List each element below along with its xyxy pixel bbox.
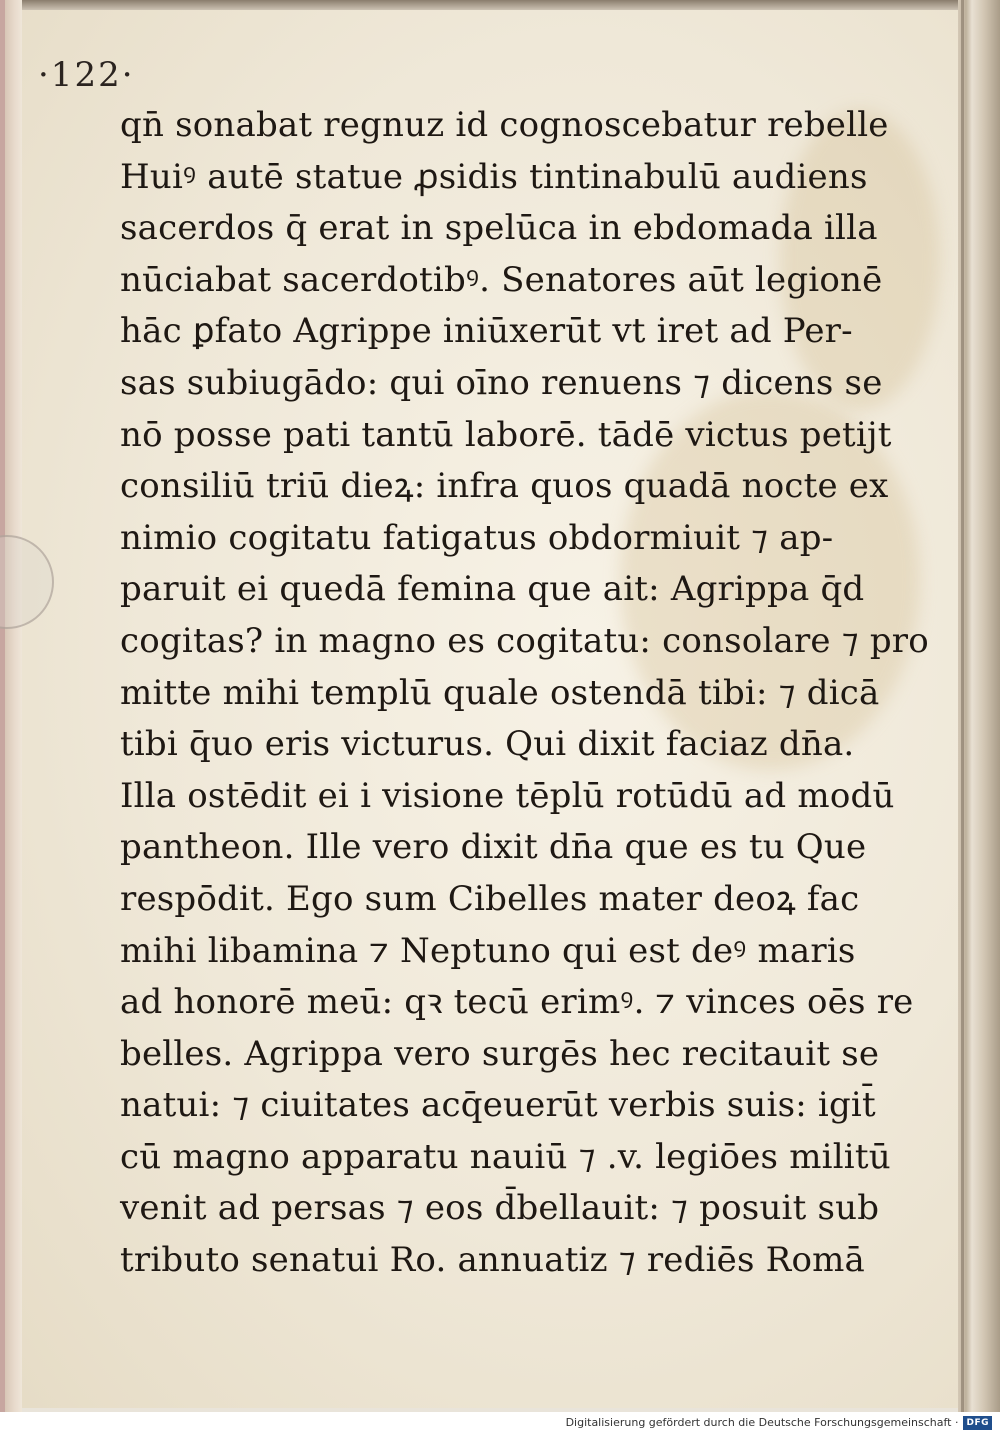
text-line: nimio cogitatu fatigatus obdormiuit ⁊ ap- (120, 517, 834, 558)
text-line: cogitas? in magno es cogitatu: consolare ⁊ pro (120, 620, 929, 661)
text-line: respōdit. Ego sum Cibelles mater deoꝝ fac (120, 878, 860, 919)
book-block-edge (958, 0, 1000, 1412)
text-line: venit ad persas ⁊ eos d̄bellauit: ⁊ posuit sub (120, 1188, 880, 1229)
text-line: Huiꝰ autē statue ꝓsidis tintinabulū audiens (120, 156, 868, 197)
text-line: natui: ⁊ ciuitates acq̄euerūt verbis suis: igit̄ (120, 1085, 876, 1126)
text-line: mihi libamina ⁊ Neptuno qui est deꝰ maris (120, 930, 856, 971)
text-block (120, 100, 929, 1287)
text-line: sas subiugādo: qui oīno renuens ⁊ dicens se (120, 362, 883, 403)
text-line: nō posse pati tantū laborē. tādē victus petijt (120, 414, 892, 455)
attribution-bar (0, 1412, 1000, 1433)
text-line: hāc ꝑfato Agrippe iniūxerūt vt iret ad Per- (120, 311, 853, 352)
text-line: Illa ostēdit ei i visione tēplū rotūdū ad modū (120, 775, 895, 816)
text-line: tibi q̄uo eris victurus. Qui dixit faciaz dn̄a. (120, 724, 855, 765)
text-line: ad honorē meū: qꝛ tecū erimꝰ. ⁊ vinces oēs re (120, 982, 914, 1023)
text-line: consiliū triū dieꝝ: infra quos quadā nocte ex (120, 466, 889, 507)
page-number: ·122· (38, 55, 135, 95)
text-line: sacerdos q̄ erat in spelūca in ebdomada illa (120, 208, 878, 249)
book-left-edge-binding (0, 0, 5, 1412)
text-line: qn̄ sonabat regnuz id cognoscebatur rebelle (120, 105, 889, 145)
text-line: cū magno apparatu nauiū ⁊ .v. legiōes militū (120, 1136, 891, 1177)
text-line: nūciabat sacerdotibꝰ. Senatores aūt legionē (120, 259, 883, 300)
text-line: mitte mihi templū quale ostendā tibi: ⁊ dicā (120, 672, 880, 713)
text-line: tributo senatui Ro. annuatiz ⁊ rediēs Romā (120, 1240, 866, 1281)
attribution-text: Digitalisierung gefördert durch die Deutsche Forschungsgemeinschaft · (565, 1416, 959, 1429)
book-block-shadow (961, 0, 964, 1412)
text-line: paruit ei quedā femina que ait: Agrippa q̄d (120, 569, 865, 610)
dfg-logo-icon[interactable]: DFG (963, 1416, 992, 1430)
text-line: belles. Agrippa vero surgēs hec recitauit se (120, 1033, 880, 1074)
text-line: pantheon. Ille vero dixit dn̄a que es tu Que (120, 827, 867, 868)
